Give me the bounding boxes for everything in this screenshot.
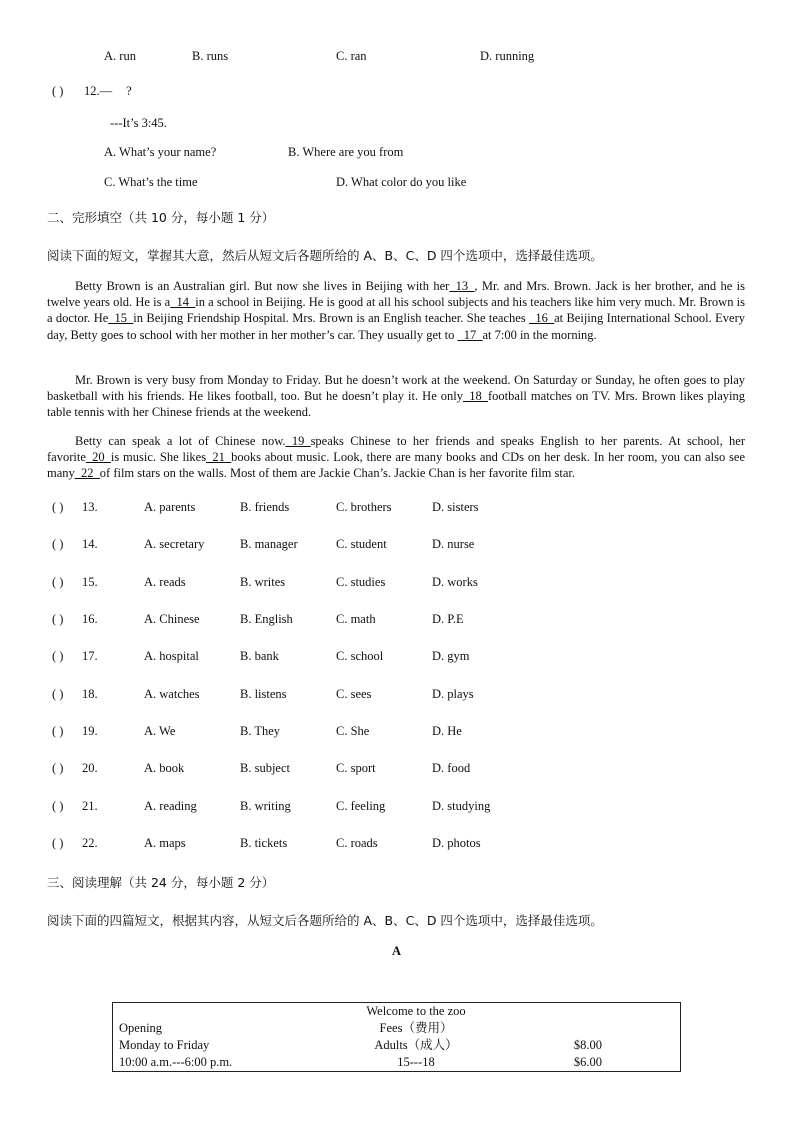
question-row <box>52 612 752 630</box>
answer-paren: ( ) <box>52 537 64 551</box>
question-row <box>52 761 752 779</box>
p3-text-3: is music. She likes <box>110 450 207 465</box>
welcome-cell: Welcome to the zoo <box>366 1004 466 1018</box>
q11-option-d: D. running <box>480 49 535 63</box>
p3-text-5: of film stars on the walls. Most of them are Jackie Chan’s. Jackie Chan is her favorite film star. <box>99 466 576 481</box>
days-cell: Monday to Friday <box>119 1038 210 1052</box>
answer-paren: ( ) <box>52 761 64 775</box>
question-number: 18. <box>82 687 98 701</box>
q12-option-b: B. Where are you from <box>288 145 404 159</box>
blank-14: _14_ <box>170 295 196 310</box>
blank-19: _19_ <box>285 434 311 448</box>
question-number: 16. <box>82 612 98 626</box>
question-number: 22. <box>82 836 98 850</box>
q11-option-b: B. runs <box>192 49 229 63</box>
fees-cell: Fees（费用） <box>379 1021 453 1035</box>
answer-paren: ( ) <box>52 649 64 663</box>
table-cell <box>507 1020 681 1037</box>
p3-text-2: speaks Chinese to her friends and speaks English to her parents. At school, her favorite <box>47 434 746 465</box>
option-a: A. Chinese <box>144 612 200 626</box>
option-a: A. maps <box>144 836 186 850</box>
passage-paragraph-1 <box>47 278 745 343</box>
question-number: 17. <box>82 649 98 663</box>
youth-price-cell: $6.00 <box>573 1055 602 1069</box>
option-a: A. book <box>144 761 185 775</box>
option-c: C. roads <box>336 836 378 850</box>
q12-option-d: D. What color do you like <box>336 175 467 189</box>
p1-text-4: in Beijing Friendship Hospital. Mrs. Brown is an English teacher. She teaches <box>133 311 530 326</box>
blank-16: _16_ <box>529 311 555 326</box>
section3-title: 三、阅读理解（共 24 分，每小题 2 分） <box>47 875 275 890</box>
answer-paren: ( ) <box>52 799 64 813</box>
question-number: 14. <box>82 537 98 551</box>
answer-paren: ( ) <box>52 724 64 738</box>
question-row <box>52 724 752 742</box>
option-a: A. reading <box>144 799 197 813</box>
p1-text-5: at Beijing International School. Every day, Betty goes to school with her mother in her mother’s car. They usually get to <box>47 311 745 342</box>
option-c: C. school <box>336 649 384 663</box>
q12-stem-line <box>84 84 132 99</box>
answer-paren: ( ) <box>52 612 64 626</box>
answer-paren: ( ) <box>52 687 64 701</box>
question-row <box>52 500 752 518</box>
p1-text-3: in a school in Beijing. He is good at all his school subjects and his teachers like him very much. Mr. Brown is a doctor. He <box>47 295 745 326</box>
option-b: B. friends <box>240 500 290 514</box>
question-row <box>52 687 752 705</box>
adult-price-cell: $8.00 <box>573 1038 602 1052</box>
question-row <box>52 836 752 854</box>
blank-20: _20_ <box>85 450 111 465</box>
table-row <box>113 1003 681 1021</box>
option-d: D. photos <box>432 836 481 850</box>
option-c: C. studies <box>336 575 386 589</box>
option-d: D. P.E <box>432 612 464 626</box>
option-d: D. sisters <box>432 500 479 514</box>
p1-text-6: at 7:00 in the morning. <box>482 327 597 342</box>
q12-qmark: ? <box>126 84 132 98</box>
p2-text-1: Mr. Brown is very busy from Monday to Friday. But he doesn’t work at the weekend. On Saturday or Sunday, he often goes to play basketball with his friends. He likes football, too. But he doesn’t play it. He only <box>47 373 745 404</box>
question-number: 21. <box>82 799 98 813</box>
option-d: D. nurse <box>432 537 475 551</box>
option-d: D. He <box>432 724 462 738</box>
q12-paren: ( ) <box>52 84 64 98</box>
option-a: A. parents <box>144 500 196 514</box>
q11-option-c: C. ran <box>336 49 367 63</box>
option-d: D. food <box>432 761 471 775</box>
q12-answer: ---It’s 3:45. <box>110 116 167 130</box>
option-c: C. sees <box>336 687 372 701</box>
option-c: C. She <box>336 724 370 738</box>
table-row <box>113 1020 681 1037</box>
option-b: B. bank <box>240 649 279 663</box>
q11-option-a: A. run <box>104 49 136 63</box>
p3-text-4: books about music. Look, there are many books and CDs on her desk. In her room, you can also see many <box>47 450 745 481</box>
passage-paragraph-3 <box>47 433 745 482</box>
section2-title: 二、完形填空（共 10 分，每小题 1 分） <box>47 210 275 225</box>
blank-13: _13_ <box>449 279 475 293</box>
hours-cell: 10:00 a.m.---6:00 p.m. <box>119 1055 233 1069</box>
option-a: A. hospital <box>144 649 199 663</box>
option-c: C. feeling <box>336 799 386 813</box>
option-b: B. They <box>240 724 281 738</box>
question-number: 15. <box>82 575 98 589</box>
zoo-info-table <box>112 1002 681 1072</box>
q12-option-c: C. What’s the time <box>104 175 198 189</box>
p2-text-2: football matches on TV. Mrs. Brown likes playing table tennis with her Chinese friends at the weekend. <box>47 389 745 420</box>
option-c: C. math <box>336 612 376 626</box>
option-a: A. reads <box>144 575 186 589</box>
answer-paren: ( ) <box>52 500 64 514</box>
q12-option-a: A. What’s your name? <box>104 145 217 159</box>
q12-stem: 12.— <box>84 84 113 98</box>
option-b: B. manager <box>240 537 298 551</box>
question-row <box>52 575 752 593</box>
option-b: B. subject <box>240 761 290 775</box>
option-d: D. studying <box>432 799 491 813</box>
option-d: D. plays <box>432 687 474 701</box>
option-b: B. writing <box>240 799 291 813</box>
table-row <box>113 1054 681 1072</box>
age-range-cell: 15---18 <box>397 1055 435 1069</box>
table-cell <box>507 1003 681 1021</box>
blank-15: _15_ <box>108 311 134 326</box>
option-b: B. listens <box>240 687 287 701</box>
question-number: 13. <box>82 500 98 514</box>
option-b: B. writes <box>240 575 286 589</box>
table-row <box>113 1037 681 1054</box>
table-cell <box>113 1003 326 1021</box>
option-c: C. sport <box>336 761 376 775</box>
blank-22: _22_ <box>74 466 100 481</box>
option-a: A. We <box>144 724 176 738</box>
question-row <box>52 537 752 555</box>
option-d: D. works <box>432 575 478 589</box>
p3-text-1: Betty can speak a lot of Chinese now. <box>75 434 286 448</box>
question-number: 20. <box>82 761 98 775</box>
question-number: 19. <box>82 724 98 738</box>
adults-cell: Adults（成人） <box>374 1038 458 1052</box>
blank-21: _21_ <box>206 450 232 465</box>
question-row <box>52 799 752 817</box>
option-c: C. brothers <box>336 500 392 514</box>
p1-text-2: , Mr. and Mrs. Brown. Jack is her brother, and he is twelve years old. He is a <box>47 279 745 310</box>
answer-paren: ( ) <box>52 575 64 589</box>
option-a: A. secretary <box>144 537 205 551</box>
option-b: B. tickets <box>240 836 288 850</box>
question-row <box>52 649 752 667</box>
section2-instruction: 阅读下面的短文，掌握其大意，然后从短文后各题所给的 A、B、C、D 四个选项中，选择最佳选项。 <box>47 248 603 263</box>
option-c: C. student <box>336 537 387 551</box>
blank-18: _18_ <box>463 389 489 404</box>
passage-label: A <box>392 944 402 958</box>
opening-cell: Opening <box>119 1021 163 1035</box>
section3-instruction: 阅读下面的四篇短文，根据其内容，从短文后各题所给的 A、B、C、D 四个选项中，选择最佳选项。 <box>47 913 603 928</box>
option-d: D. gym <box>432 649 470 663</box>
answer-paren: ( ) <box>52 836 64 850</box>
passage-paragraph-2 <box>47 372 745 421</box>
option-b: B. English <box>240 612 293 626</box>
option-a: A. watches <box>144 687 200 701</box>
p1-text-1: Betty Brown is an Australian girl. But now she lives in Beijing with her <box>75 279 450 293</box>
blank-17: _17_ <box>457 327 483 342</box>
